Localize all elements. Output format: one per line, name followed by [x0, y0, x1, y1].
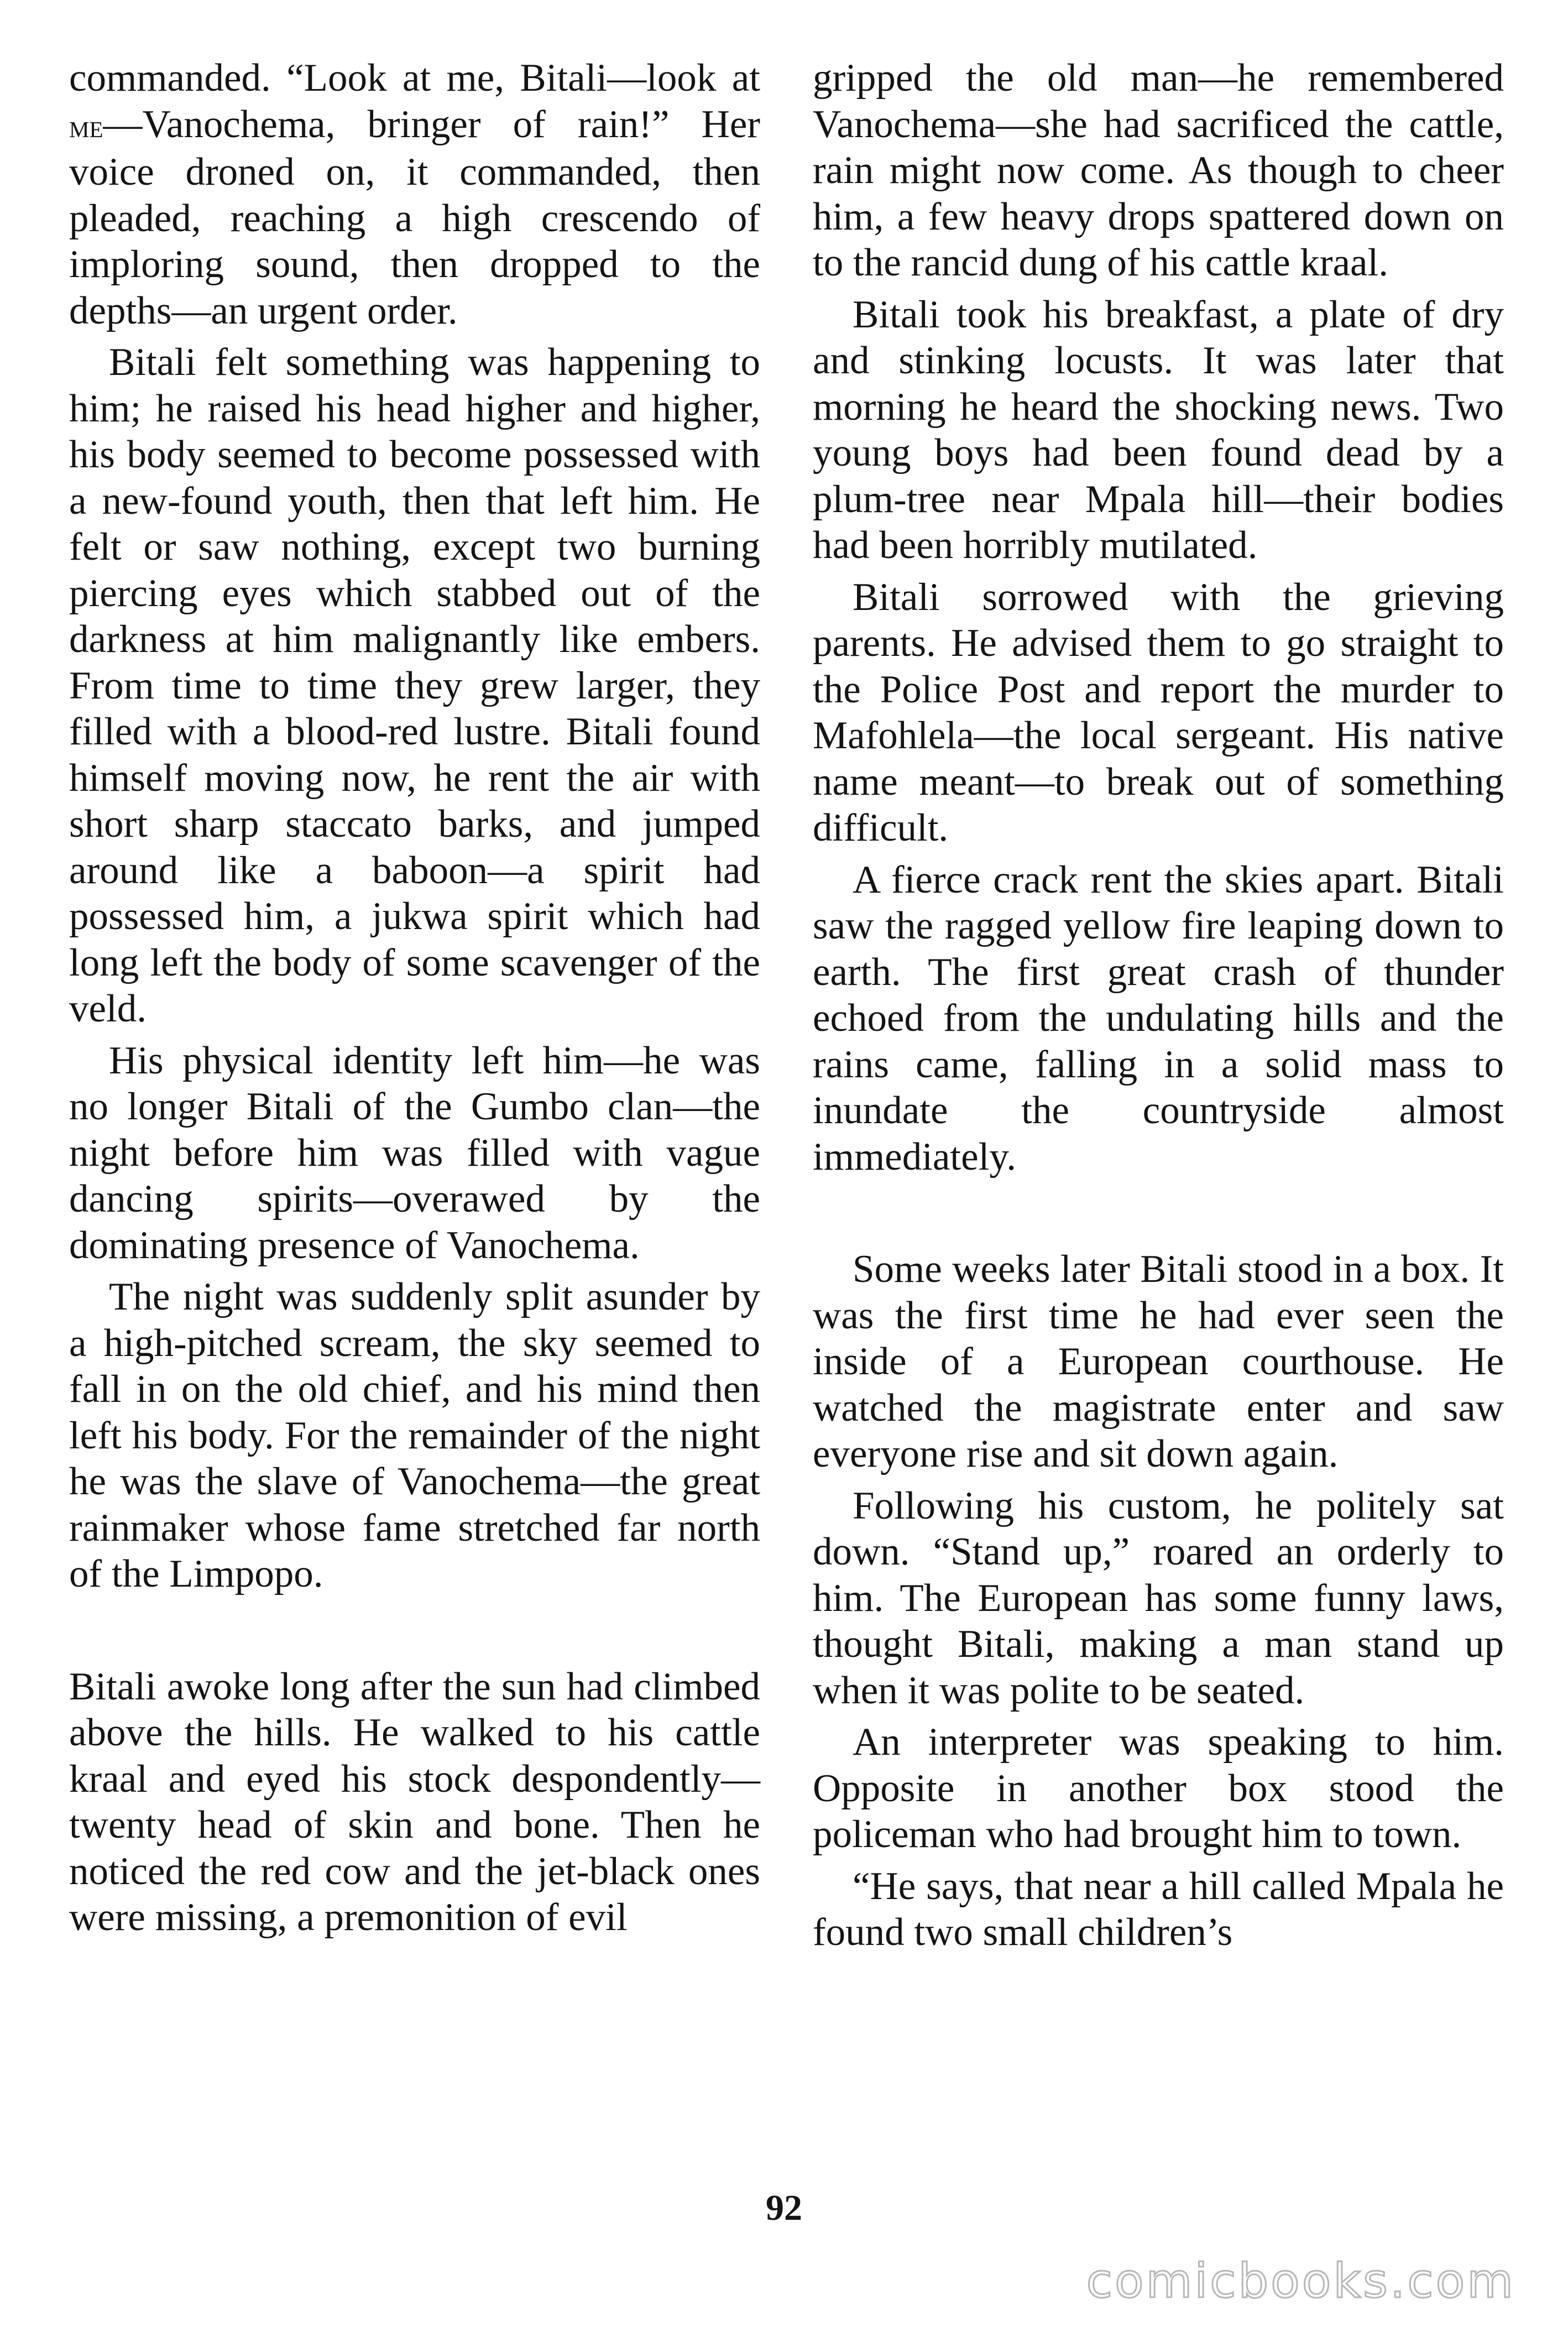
paragraph: Bitali sorrowed with the grieving parents. He advised them to go straight to the Police Post and report the murder to Mafohlela—the local sergeant. His native name meant—to break out of something difficult.: [813, 575, 1504, 849]
page-number: 92: [766, 2188, 802, 2228]
paragraph: Following his custom, he politely sat down. “Stand up,” roared an orderly to him. The European has some funny laws, thought Bitali, making a man stand up when it was polite to be seated.: [813, 1484, 1504, 1712]
paragraph: Bitali awoke long after the sun had climbed above the hills. He walked to his cattle kraal and eyed his stock despondently—twenty head of skin and bone. Then he noticed the red cow and the jet-black ones were missing, a premonition of evil: [69, 1665, 760, 1939]
paragraph: Bitali felt something was happening to him; he raised his head higher and higher, his body seemed to become possessed with a new-found youth, then that left him. He felt or saw nothing, except two burning piercing eyes which stabbed out of the darkness at him malignantly like embers. From time to time they grew larger, they filled with a blood-red lustre. Bitali found himself moving now, he rent the air with short sharp staccato barks, and jumped around like a baboon—a spirit had possessed him, a jukwa spirit which had long left the body of some scavenger of the veld.: [69, 341, 760, 1030]
emphasized-word: me: [69, 108, 103, 144]
section-break: [69, 1598, 760, 1664]
paragraph: [69, 55, 760, 334]
paragraph-text: commanded. “Look at me, Bitali—look at: [69, 56, 760, 100]
section-break: [813, 1180, 1504, 1246]
right-text-column: [813, 55, 1504, 1956]
watermark: comicbooks.com: [1086, 2254, 1515, 2309]
paragraph: “He says, that near a hill called Mpala he found two small children’s: [813, 1864, 1504, 1954]
paragraph: The night was suddenly split asunder by a high-pitched scream, the sky seemed to fall in on the old chief, and his mind then left his body. For the remainder of the night he was the slave of Vanochema—the great rainmaker whose fame stretched far north of the Limpopo.: [69, 1275, 760, 1595]
left-text-column: [69, 55, 760, 1941]
paragraph: Some weeks later Bitali stood in a box. It was the first time he had ever seen the inside of a European courthouse. He watched the magistrate enter and saw everyone rise and sit down again.: [813, 1248, 1504, 1475]
paragraph: A fierce crack rent the skies apart. Bitali saw the ragged yellow fire leaping down to earth. The first great crash of thunder echoed from the undulating hills and the rains came, falling in a solid mass to inundate the countryside almost immediately.: [813, 858, 1504, 1178]
paragraph: gripped the old man—he remembered Vanochema—she had sacrificed the cattle, rain might now come. As though to cheer him, a few heavy drops spattered down on to the rancid dung of his cattle kraal.: [813, 56, 1504, 284]
paragraph: His physical identity left him—he was no longer Bitali of the Gumbo clan—the night before him was filled with vague dancing spirits—overawed by the dominating presence of Vanochema.: [69, 1039, 760, 1267]
paragraph: Bitali took his breakfast, a plate of dry and stinking locusts. It was later that morning he heard the shocking news. Two young boys had been found dead by a plum-tree near Mpala hill—their bodies had been horribly mutilated.: [813, 293, 1504, 567]
paragraph-text: —Vanochema, bringer of rain!” Her voice droned on, it commanded, then pleaded, reaching a high crescendo of imploring sound, then dropped to the depths—an urgent order.: [69, 102, 760, 332]
paragraph: An interpreter was speaking to him. Opposite in another box stood the policeman who had brought him to town.: [813, 1720, 1504, 1856]
